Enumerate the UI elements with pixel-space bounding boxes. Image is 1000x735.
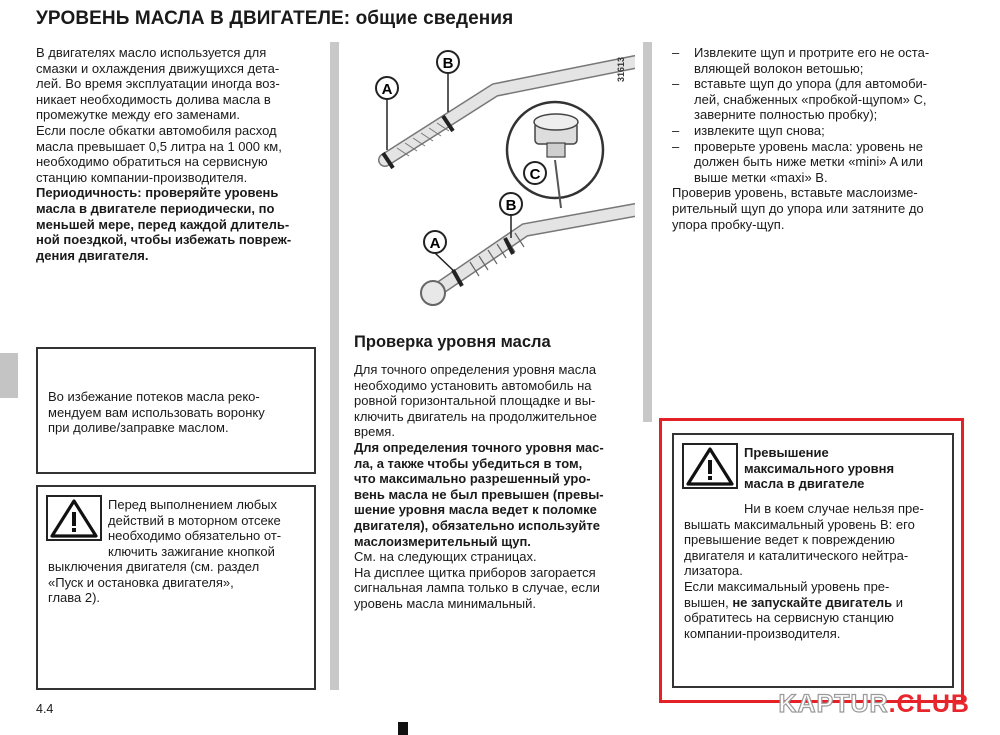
overfill-warning-title: Превышение максимального уровня масла в двигателе — [744, 445, 895, 492]
figure-label-b-top — [437, 51, 459, 112]
dipstick-steps: – Извлеките щуп и протрите его не оста- вляющей волокон ветошью; – вставьте щуп до упора (для автомоби- лей, снабженных «пробкой-щупом» C, заверните полностью пробку); – извлеките щуп снова; – проверьте уровень масла: уровень не должен быть ниже метки «mini» A или выше метки «maxi» B. Проверив уровень, вставьте маслоизме- рительный щуп до упора или затяните до упора пробку-щуп. — [672, 45, 954, 232]
overfill-warning-text: Ни в коем случае нельзя пре- вышать максимальный уровень B: его превышение ведет к повреждению двигателя и каталитического нейтра- лизатора. Если максимальный уровень пре- вышен, не запускайте двигатель и обратитесь на сервисную станцию компании-производителя. — [684, 501, 924, 641]
overfill-warning-box — [672, 433, 954, 688]
figure-label-a-bottom — [424, 231, 457, 274]
check-level-text: Для точного определения уровня масла необходимо установить автомобиль на ровной горизонтальной площадке и вы- ключить двигатель на продолжительное время. Для определения точного уровня мас- ла, а также чтобы убедиться в том, что максимально разрешенный уро- вень масла не был превышен (превы- шение уровня масла ведет к поломке двигателя), обязательно используйте маслоизмерительный щуп. См. на следующих страницах. На дисплее щитка приборов загорается сигнальная лампа только в случае, если уровень масла минимальный. — [354, 362, 604, 611]
step-item: – Извлеките щуп и протрите его не оста- вляющей волокон ветошью; — [672, 45, 954, 76]
svg-text:A: A — [429, 235, 441, 252]
warning-triangle-icon — [46, 495, 102, 541]
page-number: 4.4 — [36, 702, 54, 716]
figure-label-a-top — [376, 77, 398, 150]
step-item: – вставьте щуп до упора (для автомоби- лей, снабженных «пробкой-щупом» C, заверните полностью пробку); — [672, 76, 954, 123]
svg-text:C: C — [529, 166, 541, 183]
site-logo: KAPTUR.CLUB — [778, 690, 970, 718]
step-item: – проверьте уровень масла: уровень не должен быть ниже метки «mini» A или выше метки «maxi» B. — [672, 139, 954, 186]
figure-reference-number: 31613 — [616, 56, 626, 82]
figure-label-c — [524, 162, 546, 184]
intro-text: В двигателях масло используется для смазки и охлаждения движущихся дета- лей. Во время эксплуатации иногда воз- никает необходимость долива масла в промежутке между его заменами. Если после обкатки автомобиля расход масла превышает 0,5 литра на 1 000 км, необходимо обратиться на сервисную станцию компании-производителя. Периодичность: проверяйте уровень масла в двигателе периодически, по меньшей мере, перед каждой длитель- ной поездкой, чтобы избежать повреж- дения двигателя. — [36, 45, 316, 263]
warning-triangle-icon — [682, 443, 738, 489]
svg-text:B: B — [442, 55, 454, 72]
page-edge-marker — [398, 722, 408, 735]
svg-text:A: A — [381, 81, 393, 98]
section-tab-marker — [0, 353, 18, 398]
dipstick-cap-detail — [507, 102, 603, 208]
svg-text:B: B — [505, 197, 517, 214]
dipstick-illustration — [345, 40, 635, 325]
lower-dipstick — [421, 210, 635, 305]
column-separator-left — [330, 42, 339, 690]
ignition-warning-box: Перед выполнением любых действий в моторном отсеке необходимо обязательно от- ключить зажигание кнопкой выключения двигателя (см. раздел «Пуск и остановка двигателя», глава 2). — [36, 485, 316, 690]
oil-funnel-note-box: Во избежание потеков масла реко- мендуем вам использовать воронку при доливе/заправке маслом. — [36, 347, 316, 474]
column-separator-right — [643, 42, 652, 422]
page-title: УРОВЕНЬ МАСЛА В ДВИГАТЕЛЕ: общие сведения — [36, 8, 514, 29]
check-level-heading: Проверка уровня масла — [354, 333, 551, 351]
periodicity-text: Периодичность: проверяйте уровень масла в двигателе периодически, по меньшей мере, перед каждой длитель- ной поездкой, чтобы избежать повреж- дения двигателя. — [36, 185, 292, 263]
step-item: – извлеките щуп снова; — [672, 123, 954, 139]
